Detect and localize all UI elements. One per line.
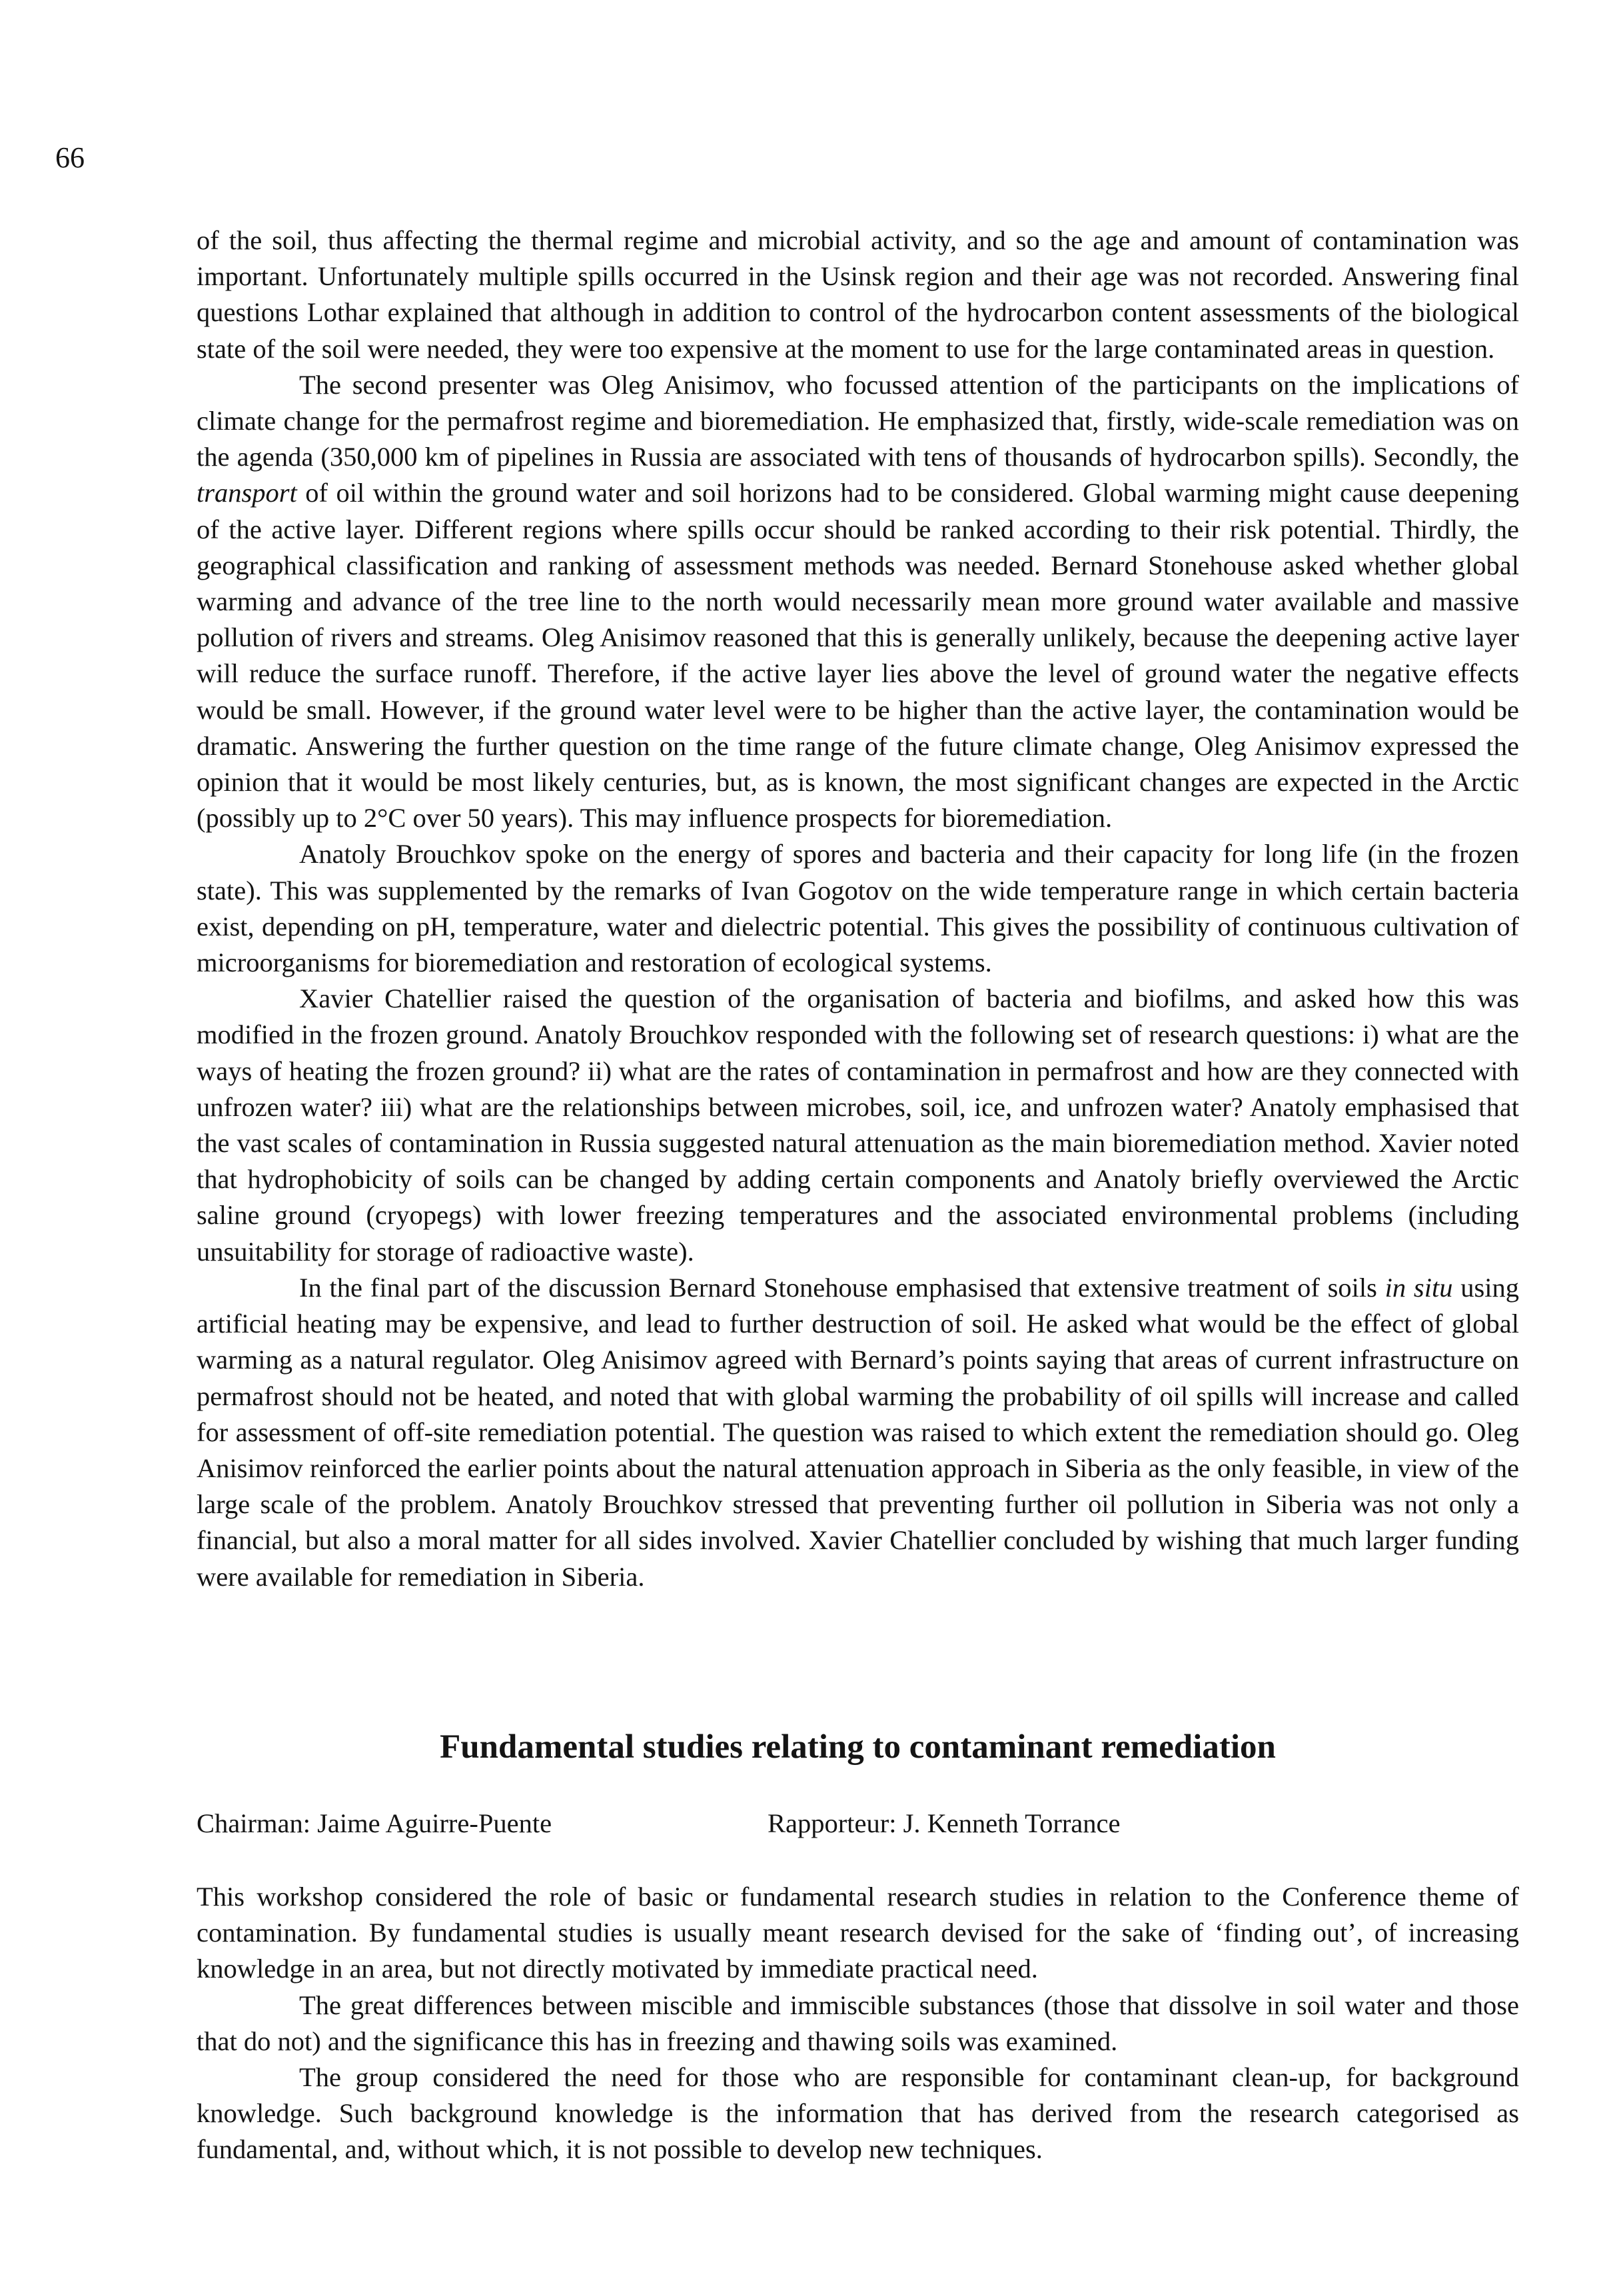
text-run: of the soil, thus affecting the thermal regime and microbial activity, and so the age and amount of contamination was important. Unfortunately multiple spills occurred in the Usinsk region and their age was not recorded. Answering final questions Lothar explained that although in addition to control of the hydrocarbon content assessments of the biological state of the soil were needed, they were too expensive at the moment to use for the large contaminated areas in question.: [197, 225, 1519, 364]
paragraph: [197, 223, 1519, 367]
chairman-credit: Chairman: Jaime Aguirre-Puente: [197, 1808, 552, 1838]
discussion-text: [197, 223, 1519, 1595]
text-run: The group considered the need for those who are responsible for contaminant clean-up, for background knowledge. Such background knowledge is the information that has derived from the research categorised as fundamental, and, without which, it is not possible to develop new techniques.: [197, 2062, 1519, 2165]
text-run: of oil within the ground water and soil horizons had to be considered. Global warming might cause deepening of the active layer. Different regions where spills occur should be ranked according to their risk potential. Thirdly, the geographical classification and ranking of assessment methods was needed. Bernard Stonehouse asked whether global warming and advance of the tree line to the north would necessarily mean more ground water available and massive pollution of rivers and streams. Oleg Anisimov reasoned that this is generally unlikely, because the deepening active layer will reduce the surface runoff. Therefore, if the active layer lies above the level of ground water the negative effects would be small. However, if the ground water level were to be higher than the active layer, the contamination would be dramatic. Answering the further question on the time range of the future climate change, Oleg Anisimov expressed the opinion that it would be most likely centuries, but, as is known, the most significant changes are expected in the Arctic (possibly up to 2°C over 50 years). This may influence prospects for bioremediation.: [197, 478, 1519, 834]
paragraph: [197, 1270, 1519, 1595]
text-run: This workshop considered the role of basic or fundamental research studies in relation to the Conference theme of contamination. By fundamental studies is usually meant research devised for the sake of ‘finding out’, of increasing knowledge in an area, but not directly motivated by immediate practical need.: [197, 1882, 1519, 1984]
paragraph: [197, 1988, 1519, 2059]
paragraph: [197, 981, 1519, 1270]
paragraph: [197, 367, 1519, 837]
text-run: Anatoly Brouchkov spoke on the energy of spores and bacteria and their capacity for long life (in the frozen state). This was supplemented by the remarks of Ivan Gogotov on the wide temperature range in which certain bacteria exist, depending on pH, temperature, water and dielectric potential. This gives the possibility of continuous cultivation of microorganisms for bioremediation and restoration of ecological systems.: [197, 839, 1519, 978]
paragraph: [197, 836, 1519, 981]
page-number: 66: [55, 141, 85, 174]
section-text: [197, 1879, 1519, 2168]
section-title: Fundamental studies relating to contaminant remediation: [440, 1728, 1276, 1766]
text-run: Xavier Chatellier raised the question of the organisation of bacteria and biofilms, and asked how this was modified in the frozen ground. Anatoly Brouchkov responded with the following set of research questions: i) what are the ways of heating the frozen ground? ii) what are the rates of contamination in permafrost and how are they connected with unfrozen water? iii) what are the relationships between microbes, soil, ice, and unfrozen water? Anatoly emphasised that the vast scales of contamination in Russia suggested natural attenuation as the main bioremediation method. Xavier noted that hydrophobicity of soils can be changed by adding certain components and Anatoly briefly overviewed the Arctic saline ground (cryopegs) with lower freezing temperatures and the associated environmental problems (including unsuitability for storage of radioactive waste).: [197, 983, 1519, 1267]
text-run: The great differences between miscible and immiscible substances (those that dissolve in soil water and those that do not) and the significance this has in freezing and thawing soils was examined.: [197, 1990, 1519, 2056]
text-run: In the final part of the discussion Bernard Stonehouse emphasised that extensive treatment of soils: [299, 1272, 1385, 1303]
paragraph: [197, 1879, 1519, 1988]
italic-term: transport: [197, 478, 297, 508]
paragraph: [197, 2059, 1519, 2168]
italic-term: in situ: [1384, 1272, 1453, 1303]
text-run: using artificial heating may be expensive, and lead to further destruction of soil. He asked what would be the effect of global warming as a natural regulator. Oleg Anisimov agreed with Bernard’s points saying that areas of current infrastructure on permafrost should not be heated, and noted that with global warming the probability of oil spills will increase and called for assessment of off-site remediation potential. The question was raised to which extent the remediation should go. Oleg Anisimov reinforced the earlier points about the natural attenuation approach in Siberia as the only feasible, in view of the large scale of the problem. Anatoly Brouchkov stressed that preventing further oil pollution in Siberia was not only a financial, but also a moral matter for all sides involved. Xavier Chatellier concluded by wishing that much larger funding were available for remediation in Siberia.: [197, 1272, 1519, 1592]
text-run: The second presenter was Oleg Anisimov, who focussed attention of the participants on the implications of climate change for the permafrost regime and bioremediation. He emphasized that, firstly, wide-scale remediation was on the agenda (350,000 km of pipelines in Russia are associated with tens of thousands of hydrocarbon spills). Secondly, the: [197, 369, 1519, 472]
rapporteur-credit: Rapporteur: J. Kenneth Torrance: [768, 1808, 1121, 1838]
